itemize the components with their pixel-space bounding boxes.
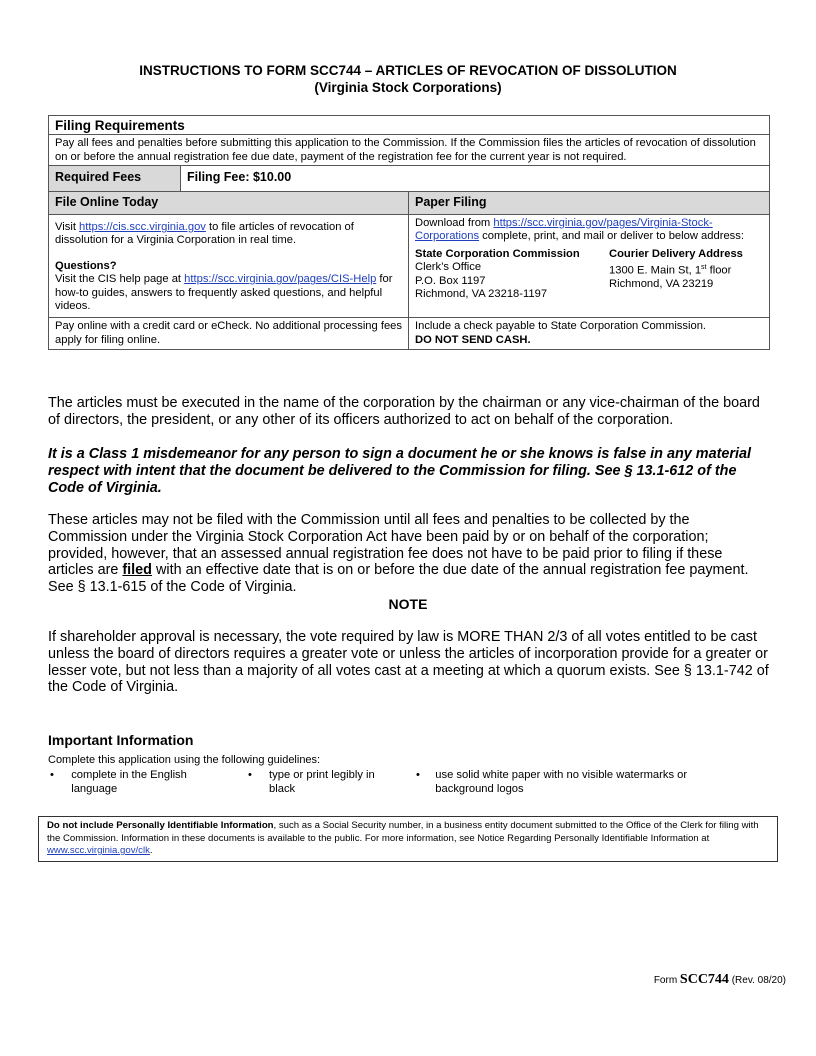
visit-cis-text: Visit https://cis.scc.virginia.gov to file articles of revocation of dissolution for a Virginia Corporation in real time. (55, 221, 354, 247)
paper-payment-text: Include a check payable to State Corporation Commission. DO NOT SEND CASH. (409, 318, 770, 350)
important-information-heading: Important Information (48, 732, 194, 748)
shareholder-approval-paragraph: If shareholder approval is necessary, the vote required by law is MORE THAN 2/3 of all votes entitled to be cast unless the board of directors requires a greater vote or unless the articles of incorporation provide for a greater or lesser vote, but not less than a majority of all votes cast at a meeting at which a quorum exists. See § 13.1-742 of the Code of Virginia. (48, 629, 769, 696)
no-cash-warning: DO NOT SEND CASH. (415, 333, 531, 346)
questions-label: Questions? (55, 259, 117, 272)
misdemeanor-warning: It is a Class 1 misdemeanor for any person to sign a document he or she knows is false in any material respect with intent that the document be delivered to the Commission for filing. See § 13.1-612 of the Code of Virginia. (48, 446, 751, 496)
online-payment-text: Pay online with a credit card or eCheck. No additional processing fees apply for filing online. (49, 318, 409, 350)
scc-address: State Corporation Commission Clerk’s Office P.O. Box 1197 Richmond, VA 23218-1197 (415, 247, 580, 301)
clerk-link[interactable]: www.scc.virginia.gov/clk (47, 845, 150, 856)
pii-notice: Do not include Personally Identifiable Information, such as a Social Security number, in a business entity document submitted to the Office of the Clerk for filing with the Commission. Information in these documents is available to the public. For more information, see Notice Regarding Personally Identifiable Information at www.scc.virginia.gov/clk. (38, 816, 778, 862)
filing-requirements-table (48, 115, 770, 350)
cis-help-text: Visit the CIS help page at https://scc.virginia.gov/pages/CIS-Help for how-to guides, answers to frequently asked questions, and helpful videos. (55, 273, 393, 313)
fees-paragraph: These articles may not be filed with the Commission until all fees and penalties to be collected by the Commission under the Virginia Stock Corporation Act have been paid by or on behalf of the corporation; provided, however, that an assessed annual registration fee does not have to be paid prior to filing if these articles are filed with an effective date that is on or before the due date of the annual registration fee payment. See § 13.1-615 of the Code of Virginia. (48, 512, 749, 596)
filing-fee-value: Filing Fee: $10.00 (181, 166, 770, 191)
title-line-2: (Virginia Stock Corporations) (314, 80, 502, 95)
mailing-addresses (415, 248, 763, 302)
execution-paragraph: The articles must be executed in the name of the corporation by the chairman or any vice-chairman of the board of directors, the president, or any other of its officers authorized to act on behalf of the corporation. (48, 395, 760, 428)
page-title (0, 62, 816, 96)
filing-requirements-text: Pay all fees and penalties before submitting this application to the Commission. If the Commission files the articles of revocation of dissolution on or before the annual registration fee due date, payment of the registration fee for the current year is not required. (49, 135, 770, 166)
required-fees-label: Required Fees (49, 166, 181, 191)
form-code: SCC744 (679, 972, 729, 987)
form-footer: Form SCC744 (Rev. 08/20) (653, 972, 786, 987)
guideline-item: • use solid white paper with no visible watermarks or background logos (416, 769, 688, 795)
cis-link[interactable]: https://cis.scc.virginia.gov (79, 221, 206, 234)
guidelines-intro: Complete this application using the following guidelines: (48, 754, 321, 766)
note-heading: NOTE (388, 596, 428, 612)
cis-help-link[interactable]: https://scc.virginia.gov/pages/CIS-Help (184, 273, 377, 286)
guideline-item: • type or print legibly in black (248, 769, 375, 795)
title-line-1: INSTRUCTIONS TO FORM SCC744 – ARTICLES OF REVOCATION OF DISSOLUTION (139, 63, 677, 78)
file-online-heading: File Online Today (49, 191, 409, 214)
guideline-item: • complete in the English language (50, 769, 187, 795)
form-download-link[interactable]: https://scc.virginia.gov/pages/Virginia-Stock-Corporations (415, 217, 713, 243)
file-online-details (49, 215, 409, 318)
download-text: Download from https://scc.virginia.gov/pages/Virginia-Stock-Corporations complete, print, and mail or deliver to below address: (415, 217, 744, 243)
filing-requirements-heading: Filing Requirements (49, 116, 770, 135)
filed-emphasis: filed (122, 562, 152, 579)
courier-address: Courier Delivery Address 1300 E. Main St, 1st floor Richmond, VA 23219 (609, 247, 743, 291)
paper-filing-heading: Paper Filing (409, 191, 770, 214)
paper-filing-details (409, 215, 770, 318)
